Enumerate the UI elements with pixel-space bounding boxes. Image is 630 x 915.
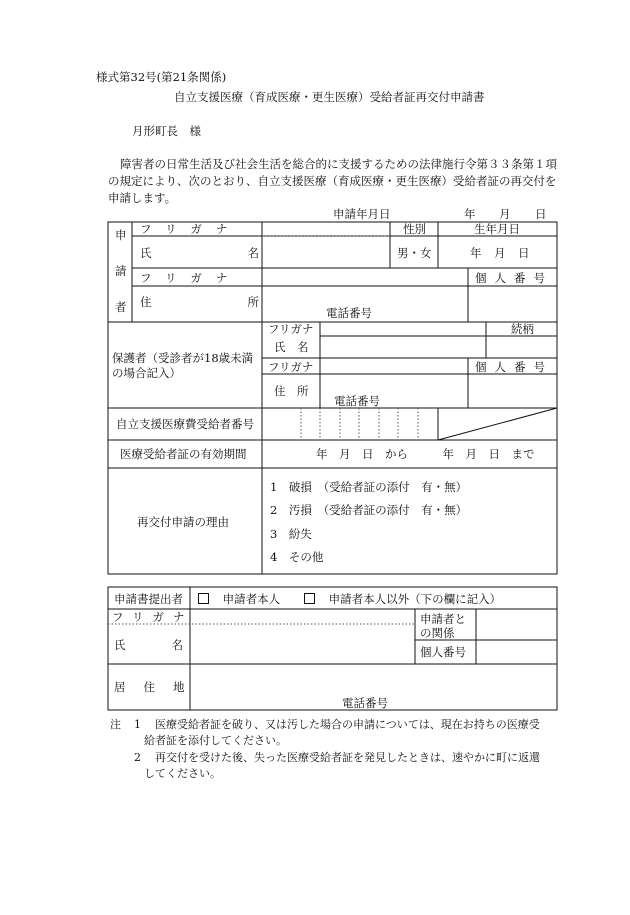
note-1-line-1: 医療受給者証を破り、又は汚した場合の申請については、現在お持ちの医療受: [155, 718, 540, 731]
applicant-name-label: 氏名: [140, 246, 355, 260]
intro-line-3: 申請します。: [108, 191, 177, 205]
submitter-individual-no-label: 個人番号: [420, 645, 466, 659]
apply-date-label: 申請年月日: [333, 207, 391, 221]
guardian-name-label: 氏 名: [274, 340, 309, 354]
birth-year: 年: [470, 246, 482, 260]
addressee: 月形町長 様: [132, 124, 201, 138]
reason-label: 再交付申請の理由: [137, 515, 229, 529]
validity-label: 医療受給者証の有効期間: [120, 447, 247, 461]
submitter-furigana-label: フリガナ: [112, 610, 194, 624]
checkbox-icon[interactable]: [304, 593, 315, 604]
note-1-line-2: 給者証を添付してください。: [144, 734, 287, 747]
note-2-number: 2: [134, 751, 141, 764]
reason-item[interactable]: 3 紛失: [270, 527, 312, 541]
gender-label: 性別: [403, 222, 426, 236]
applicant-address-label: 住所: [140, 295, 355, 309]
guardian-address-label: 住 所: [274, 384, 309, 398]
guardian-furigana-label: フリガナ: [268, 322, 314, 336]
reason-item[interactable]: 1 破損 （受給者証の添付 有・無）: [270, 480, 468, 494]
applicant-individual-no-label: 個人番号: [475, 271, 553, 285]
birth-month: 月: [494, 246, 506, 260]
validity-period: 年 月 日 から 年 月 日 まで: [316, 447, 535, 461]
form-number: 様式第32号(第21条関係): [96, 70, 227, 84]
reason-item[interactable]: 2 汚損 （受給者証の添付 有・無）: [270, 503, 468, 517]
gender-value[interactable]: 男・女: [397, 246, 432, 260]
applicant-side-3: 者: [115, 300, 127, 314]
guardian-individual-no-label: 個人番号: [475, 360, 553, 374]
birth-label: 生年月日: [474, 222, 520, 236]
apply-date-day: 日: [535, 207, 547, 221]
guardian-phone-label: 電話番号: [334, 394, 380, 408]
note-2-line-1: 再交付を受けた後、失った医療受給者証を発見したときは、速やかに町に返還: [155, 751, 540, 764]
submitter-option-self[interactable]: 申請者本人: [198, 592, 280, 606]
reason-item[interactable]: 4 その他: [270, 550, 324, 564]
checkbox-icon[interactable]: [198, 593, 209, 604]
form-title: 自立支援医療（育成医療・更生医療）受給者証再交付申請書: [174, 90, 485, 104]
birth-day: 日: [518, 246, 530, 260]
guardian-label-2: の場合記入）: [112, 366, 181, 380]
applicant-phone-label: 電話番号: [326, 306, 372, 320]
applicant-side-1: 申: [115, 228, 127, 242]
note-1-number: 1: [134, 718, 141, 731]
submitter-option-other[interactable]: 申請者本人以外（下の欄に記入）: [304, 592, 501, 606]
submitter-phone-label: 電話番号: [342, 696, 388, 710]
notes-label: 注: [110, 718, 121, 731]
intro-line-1: 障害者の日常生活及び社会生活を総合的に支援するための法律施行令第３３条第１項: [120, 157, 557, 171]
apply-date-year: 年: [464, 207, 476, 221]
submitter-relation-label-2: の関係: [420, 626, 455, 640]
apply-date-month: 月: [499, 207, 511, 221]
submitter-name-label: 氏名: [114, 638, 229, 652]
note-2-line-2: してください。: [144, 767, 221, 780]
submitter-label: 申請書提出者: [114, 592, 183, 606]
guardian-label-1: 保護者（受診者が18歳未満: [112, 351, 254, 365]
recipient-number-label: 自立支援医療費受給者番号: [116, 417, 254, 431]
applicant-furigana2-label: フリガナ: [140, 271, 242, 285]
applicant-furigana-label: フリガナ: [140, 222, 242, 236]
applicant-side-2: 請: [115, 264, 127, 278]
guardian-furigana2-label: フリガナ: [268, 360, 314, 374]
guardian-relation-label: 続柄: [511, 322, 534, 336]
submitter-residence-label: 居住地: [114, 680, 203, 694]
submitter-relation-label-1: 申請者と: [420, 612, 466, 626]
intro-line-2: の規定により、次のとおり、自立支援医療（育成医療・更生医療）受給者証の再交付を: [108, 174, 557, 188]
